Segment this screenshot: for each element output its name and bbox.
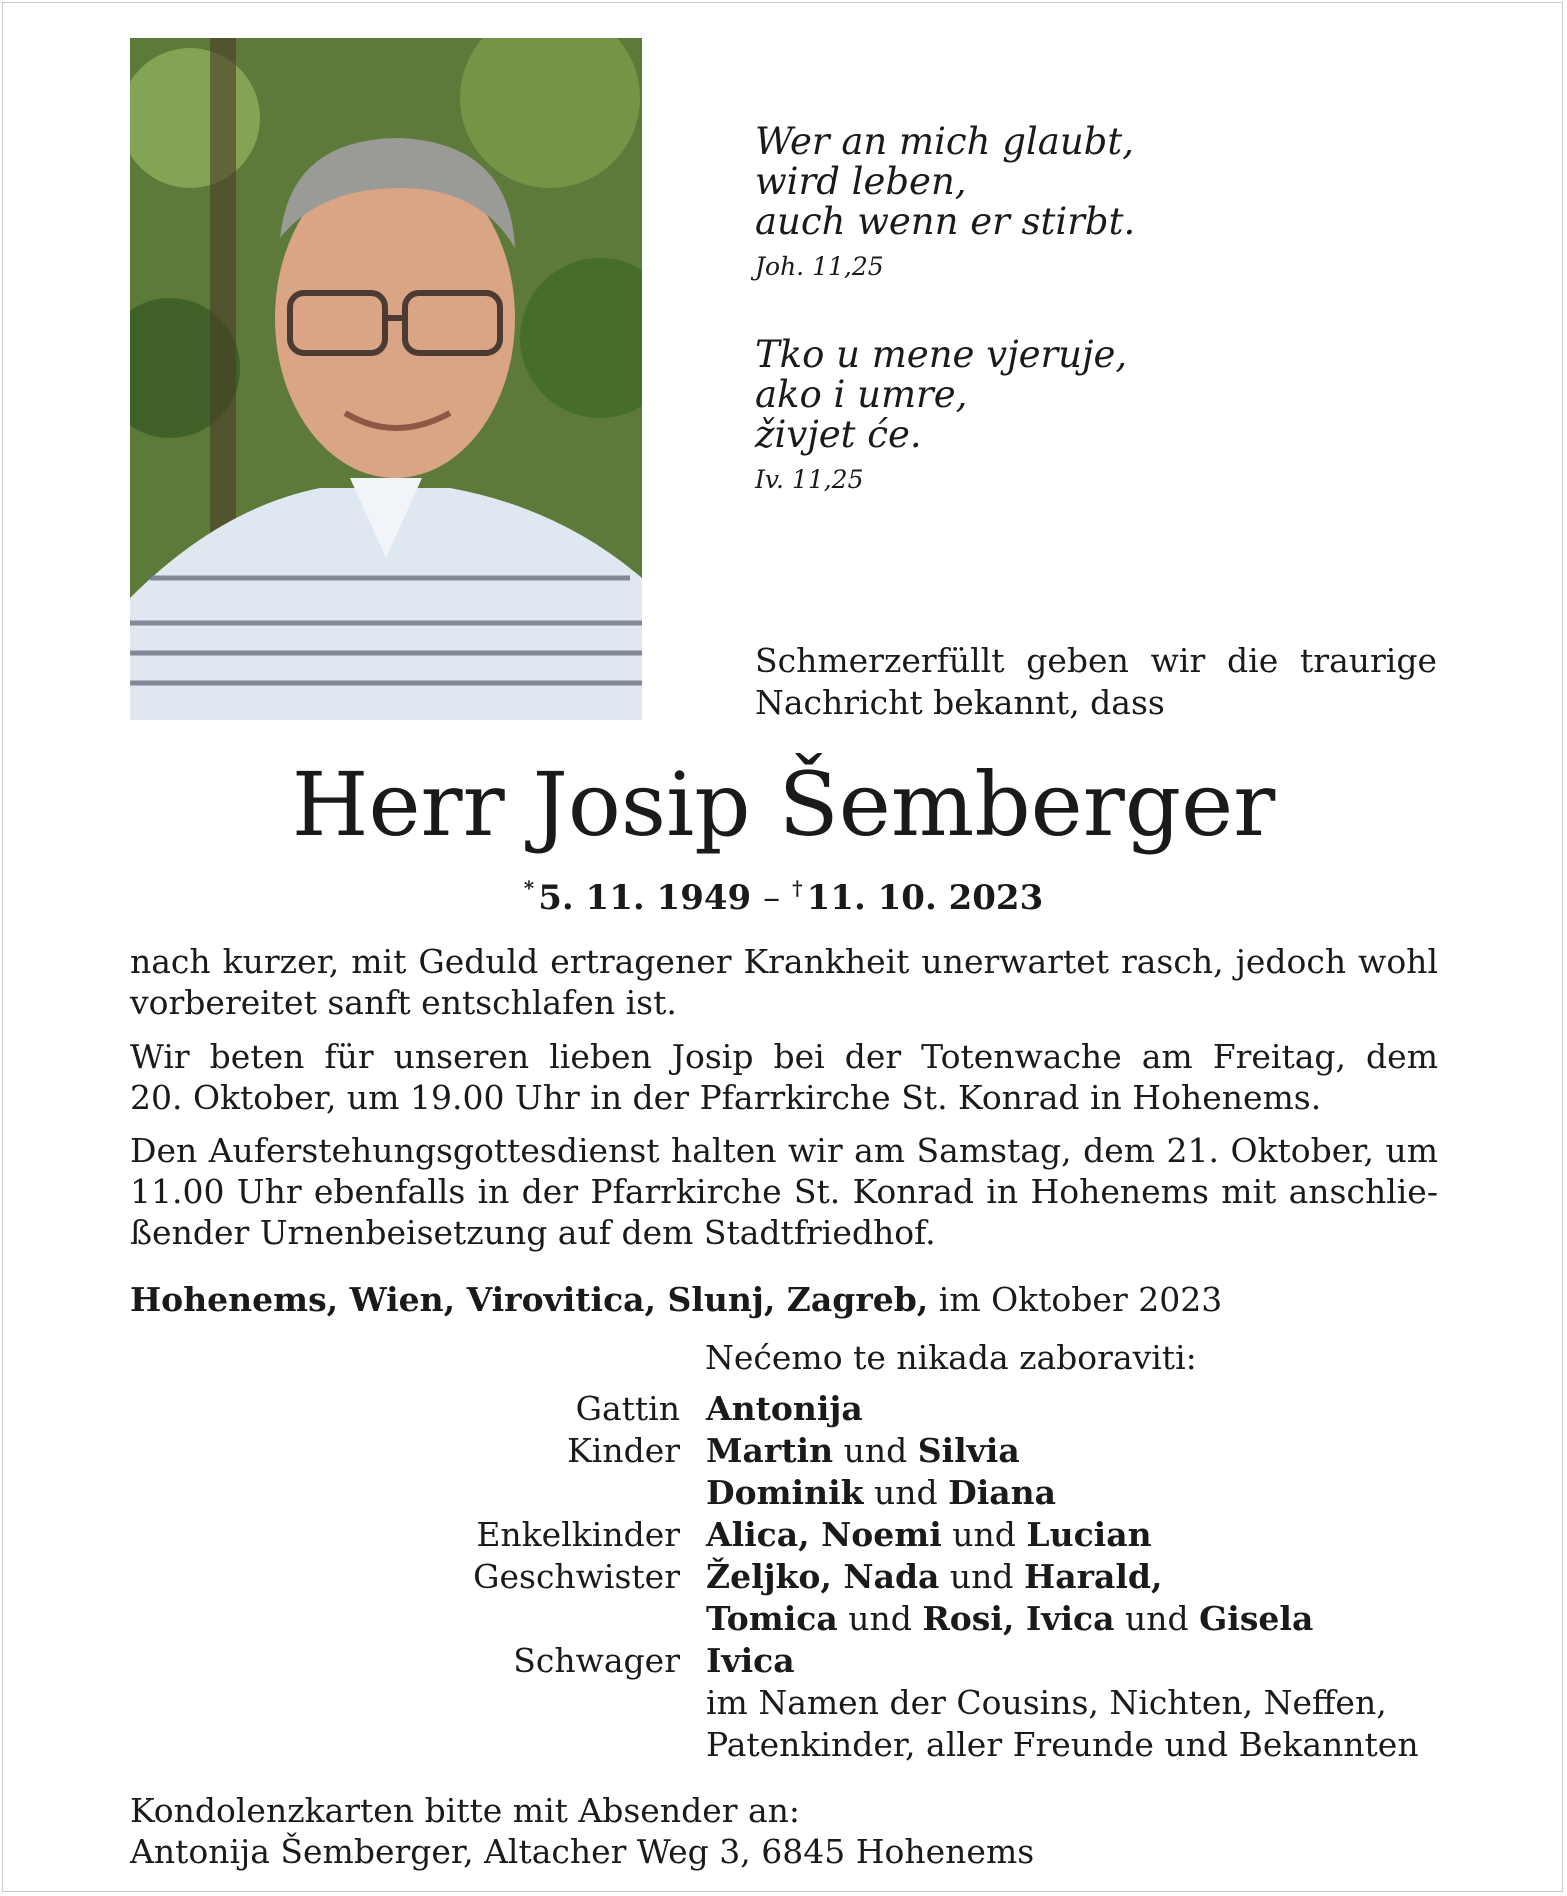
family-row-gattin bbox=[300, 1388, 1450, 1430]
family-name: Gisela bbox=[1199, 1599, 1314, 1638]
conjunction: und bbox=[941, 1515, 1027, 1554]
conjunction: und bbox=[863, 1473, 949, 1512]
verse-line: wird leben, bbox=[755, 160, 967, 203]
family-row-schwager bbox=[300, 1640, 1450, 1766]
intro-line: Schmerzerfüllt geben wir die traurige bbox=[755, 641, 1437, 680]
bible-verse-german bbox=[755, 122, 1135, 282]
family-name: Antonija bbox=[706, 1389, 863, 1428]
conjunction: und bbox=[837, 1599, 923, 1638]
relation-names bbox=[706, 1556, 1450, 1640]
relation-names bbox=[706, 1640, 1450, 1766]
verse-line: Wer an mich glaubt, bbox=[755, 120, 1134, 163]
condolence-line: Antonija Šemberger, Altacher Weg 3, 6845 Hohenems bbox=[130, 1832, 1035, 1871]
family-name: Dominik bbox=[706, 1473, 864, 1512]
verse-line: živjet će. bbox=[755, 413, 922, 456]
family-name: Alica, Noemi bbox=[706, 1515, 942, 1554]
names-line: im Namen der Cousins, Nichten, Neffen, bbox=[706, 1683, 1387, 1722]
deceased-name: Herr Josip Šemberger bbox=[291, 753, 1276, 856]
family-name: Diana bbox=[948, 1473, 1057, 1512]
never-forget-line: Nećemo te nikada zaboraviti: bbox=[705, 1338, 1197, 1377]
relation-names bbox=[706, 1430, 1450, 1514]
paragraph-service bbox=[130, 1130, 1438, 1253]
family-name: Silvia bbox=[917, 1431, 1020, 1470]
relation-label: Schwager bbox=[513, 1641, 680, 1680]
paragraph-line: 20. Oktober, um 19.00 Uhr in der Pfarrkirche St. Konrad in Hohenems. bbox=[130, 1078, 1322, 1117]
family-list bbox=[300, 1388, 1450, 1766]
intro-line: Nachricht bekannt, dass bbox=[755, 683, 1165, 722]
names-line bbox=[706, 1556, 1450, 1598]
names-line bbox=[706, 1472, 1450, 1514]
family-name: Tomica bbox=[706, 1599, 838, 1638]
verse-line: ako i umre, bbox=[755, 373, 968, 416]
paragraph-line: Den Auferstehungsgottesdienst halten wir am Samstag, dem 21. Oktober, um bbox=[130, 1131, 1438, 1170]
life-dates bbox=[0, 876, 1567, 918]
announcement-intro bbox=[755, 640, 1437, 724]
conjunction: und bbox=[939, 1557, 1025, 1596]
paragraph-line: Wir beten für unseren lieben Josip bei der Totenwache am Freitag, dem bbox=[130, 1037, 1438, 1076]
paragraph-wake bbox=[130, 1036, 1438, 1118]
names-line: Patenkinder, aller Freunde und Bekannten bbox=[706, 1725, 1419, 1764]
month-year: im Oktober 2023 bbox=[928, 1280, 1223, 1319]
paragraph-line: vorbereitet sanft entschlafen ist. bbox=[130, 983, 677, 1022]
family-row-kinder bbox=[300, 1430, 1450, 1514]
relation-label: Kinder bbox=[567, 1431, 680, 1470]
family-name: Harald, bbox=[1024, 1557, 1163, 1596]
date-dash: – bbox=[763, 878, 781, 918]
paragraph-line: nach kurzer, mit Geduld ertragener Krankheit unerwartet rasch, jedoch wohl bbox=[130, 942, 1438, 981]
condolence-address bbox=[130, 1790, 1034, 1872]
conjunction: und bbox=[833, 1431, 918, 1470]
birth-symbol: * bbox=[523, 876, 535, 900]
family-row-geschwister bbox=[300, 1556, 1450, 1640]
names-line bbox=[706, 1430, 1450, 1472]
family-name: Ivica bbox=[706, 1641, 795, 1680]
family-name: Željko, Nada bbox=[706, 1557, 940, 1596]
relation-label: Geschwister bbox=[473, 1557, 680, 1596]
family-name: Lucian bbox=[1026, 1515, 1152, 1554]
conjunction: und bbox=[1114, 1599, 1200, 1638]
names-line bbox=[706, 1598, 1450, 1640]
death-symbol: † bbox=[792, 876, 803, 900]
relation-label: Enkelkinder bbox=[476, 1515, 680, 1554]
birth-date: 5. 11. 1949 bbox=[538, 878, 752, 918]
verse-line: Tko u mene vjeruje, bbox=[755, 333, 1128, 376]
portrait-photo bbox=[130, 38, 642, 720]
relation-names bbox=[706, 1514, 1450, 1556]
paragraph-passing bbox=[130, 941, 1438, 1023]
names-line bbox=[706, 1640, 1450, 1682]
family-name: Martin bbox=[706, 1431, 834, 1470]
relation-names bbox=[706, 1388, 1450, 1430]
places-list: Hohenems, Wien, Virovitica, Slunj, Zagreb, bbox=[130, 1280, 929, 1319]
bible-verse-croatian bbox=[755, 335, 1127, 495]
verse-line: auch wenn er stirbt. bbox=[755, 200, 1136, 243]
family-row-enkelkinder bbox=[300, 1514, 1450, 1556]
condolence-line: Kondolenzkarten bitte mit Absender an: bbox=[130, 1791, 801, 1830]
relation-label: Gattin bbox=[575, 1389, 680, 1428]
verse-reference: Iv. 11,25 bbox=[755, 465, 864, 494]
verse-reference: Joh. 11,25 bbox=[755, 252, 884, 281]
family-name: Rosi, Ivica bbox=[922, 1599, 1115, 1638]
places-and-date bbox=[130, 1280, 1222, 1319]
paragraph-line: ßender Urnenbeisetzung auf dem Stadtfriedhof. bbox=[130, 1213, 936, 1252]
names-line bbox=[706, 1514, 1450, 1556]
paragraph-line: 11.00 Uhr ebenfalls in der Pfarrkirche St. Konrad in Hohenems mit anschlie- bbox=[130, 1172, 1438, 1211]
death-date: 11. 10. 2023 bbox=[806, 878, 1044, 918]
portrait-image bbox=[130, 38, 642, 720]
